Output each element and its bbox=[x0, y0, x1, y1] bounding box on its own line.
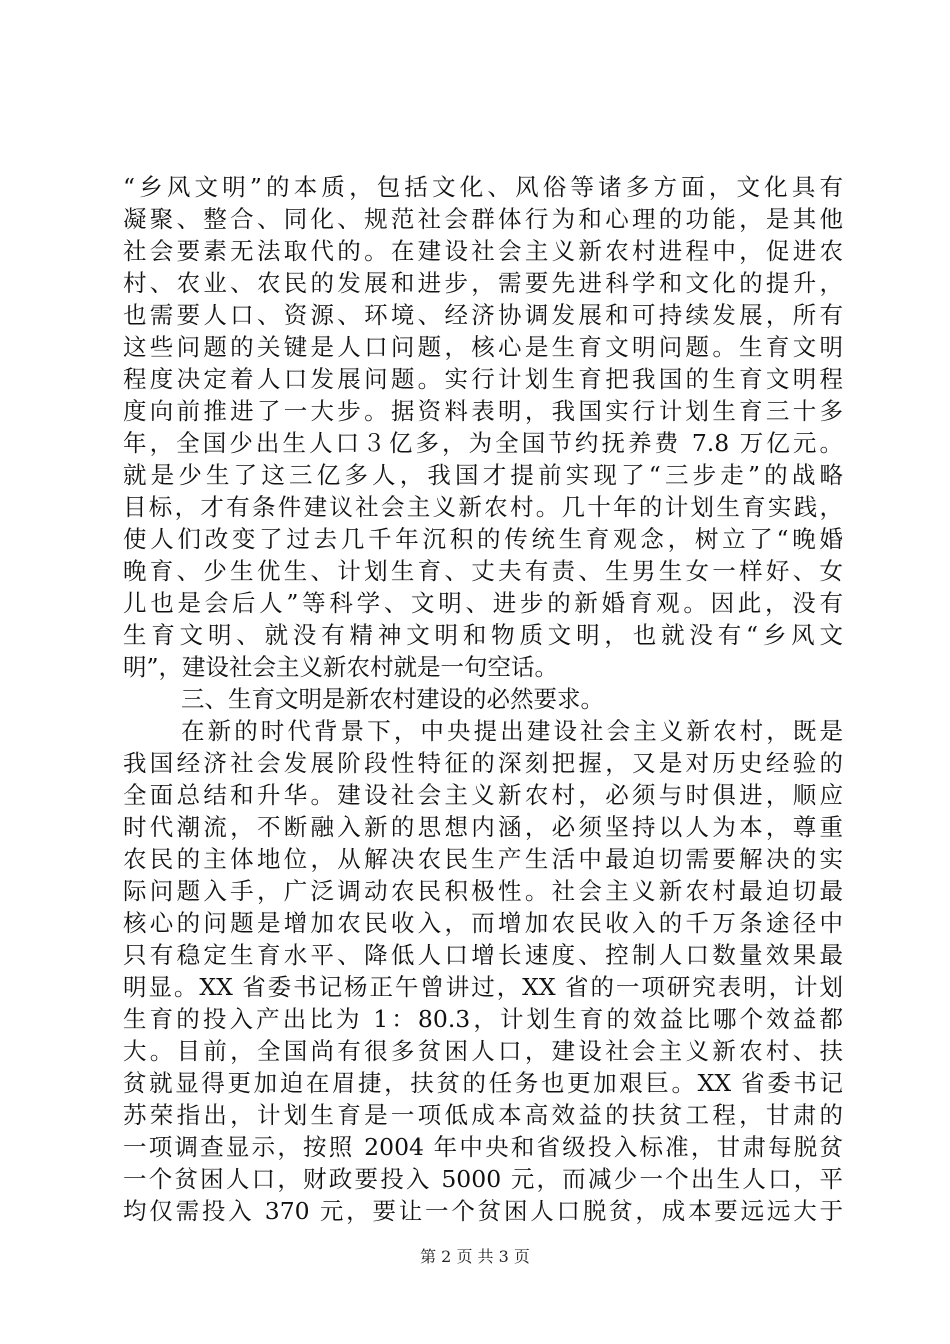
paragraph-line: 社会要素无法取代的。在建设社会主义新农村进程中，促进农 bbox=[123, 237, 843, 265]
paragraph-line: 年，全国少出生人口３亿多，为全国节约抚养费 7.8 万亿元。 bbox=[123, 429, 843, 457]
paragraph-line: 目标，才有条件建议社会主义新农村。几十年的计划生育实践， bbox=[123, 493, 843, 521]
paragraph-line: 在新的时代背景下，中央提出建设社会主义新农村，既是 bbox=[181, 717, 843, 745]
paragraph-line: 大。目前，全国尚有很多贫困人口，建设社会主义新农村、扶 bbox=[123, 1037, 843, 1065]
paragraph-line: 凝聚、整合、同化、规范社会群体行为和心理的功能，是其他 bbox=[123, 205, 843, 233]
paragraph-line: 我国经济社会发展阶段性特征的深刻把握，又是对历史经验的 bbox=[123, 749, 843, 777]
paragraph-line: 生育文明、就没有精神文明和物质文明，也就没有“乡风文 bbox=[123, 621, 843, 649]
section-heading: 三、生育文明是新农村建设的必然要求。 bbox=[181, 685, 604, 713]
paragraph-line: 时代潮流，不断融入新的思想内涵，必须坚持以人为本，尊重 bbox=[123, 813, 843, 841]
paragraph-line: 农民的主体地位，从解决农民生产生活中最迫切需要解决的实 bbox=[123, 845, 843, 873]
page-footer: 第 2 页 共 3 页 bbox=[420, 1247, 530, 1266]
paragraph-line: 明显。XX 省委书记杨正午曾讲过，XX 省的一项研究表明，计划 bbox=[123, 973, 843, 1001]
paragraph-line: 晚育、少生优生、计划生育、丈夫有责、生男生女一样好、女 bbox=[123, 557, 843, 585]
document-body bbox=[123, 171, 843, 1227]
paragraph-line: 贫就显得更加迫在眉捷，扶贫的任务也更加艰巨。XX 省委书记 bbox=[123, 1069, 843, 1097]
paragraph-line: 核心的问题是增加农民收入，而增加农民收入的千万条途径中 bbox=[123, 909, 843, 937]
paragraph-line: 际问题入手，广泛调动农民积极性。社会主义新农村最迫切最 bbox=[123, 877, 843, 905]
paragraph-line: 这些问题的关键是人口问题，核心是生育文明问题。生育文明 bbox=[123, 333, 843, 361]
paragraph-line: 度向前推进了一大步。据资料表明，我国实行计划生育三十多 bbox=[123, 397, 843, 425]
paragraph-line: 也需要人口、资源、环境、经济协调发展和可持续发展，所有 bbox=[123, 301, 843, 329]
paragraph-line: 使人们改变了过去几千年沉积的传统生育观念，树立了“晚婚 bbox=[123, 525, 843, 553]
paragraph-line: 一个贫困人口，财政要投入 5000 元，而减少一个出生人口，平 bbox=[123, 1165, 843, 1193]
paragraph-line: 全面总结和升华。建设社会主义新农村，必须与时俱进，顺应 bbox=[123, 781, 843, 809]
paragraph-line: 苏荣指出，计划生育是一项低成本高效益的扶贫工程，甘肃的 bbox=[123, 1101, 843, 1129]
paragraph-line: “乡风文明”的本质，包括文化、风俗等诸多方面，文化具有 bbox=[123, 173, 843, 201]
paragraph-line: 均仅需投入 370 元，要让一个贫困人口脱贫，成本要远远大于 bbox=[123, 1197, 843, 1225]
paragraph-line: 只有稳定生育水平、降低人口增长速度、控制人口数量效果最 bbox=[123, 941, 843, 969]
paragraph-line: 明”，建设社会主义新农村就是一句空话。 bbox=[123, 653, 559, 681]
paragraph-line: 儿也是会后人”等科学、文明、进步的新婚育观。因此，没有 bbox=[123, 589, 843, 617]
paragraph-line: 程度决定着人口发展问题。实行计划生育把我国的生育文明程 bbox=[123, 365, 843, 393]
paragraph-line: 一项调查显示，按照 2004 年中央和省级投入标准，甘肃每脱贫 bbox=[123, 1133, 843, 1161]
paragraph-line: 生育的投入产出比为 1：80.3，计划生育的效益比哪个效益都 bbox=[123, 1005, 843, 1033]
paragraph-line: 村、农业、农民的发展和进步，需要先进科学和文化的提升， bbox=[123, 269, 843, 297]
paragraph-line: 就是少生了这三亿多人，我国才提前实现了“三步走”的战略 bbox=[123, 461, 843, 489]
